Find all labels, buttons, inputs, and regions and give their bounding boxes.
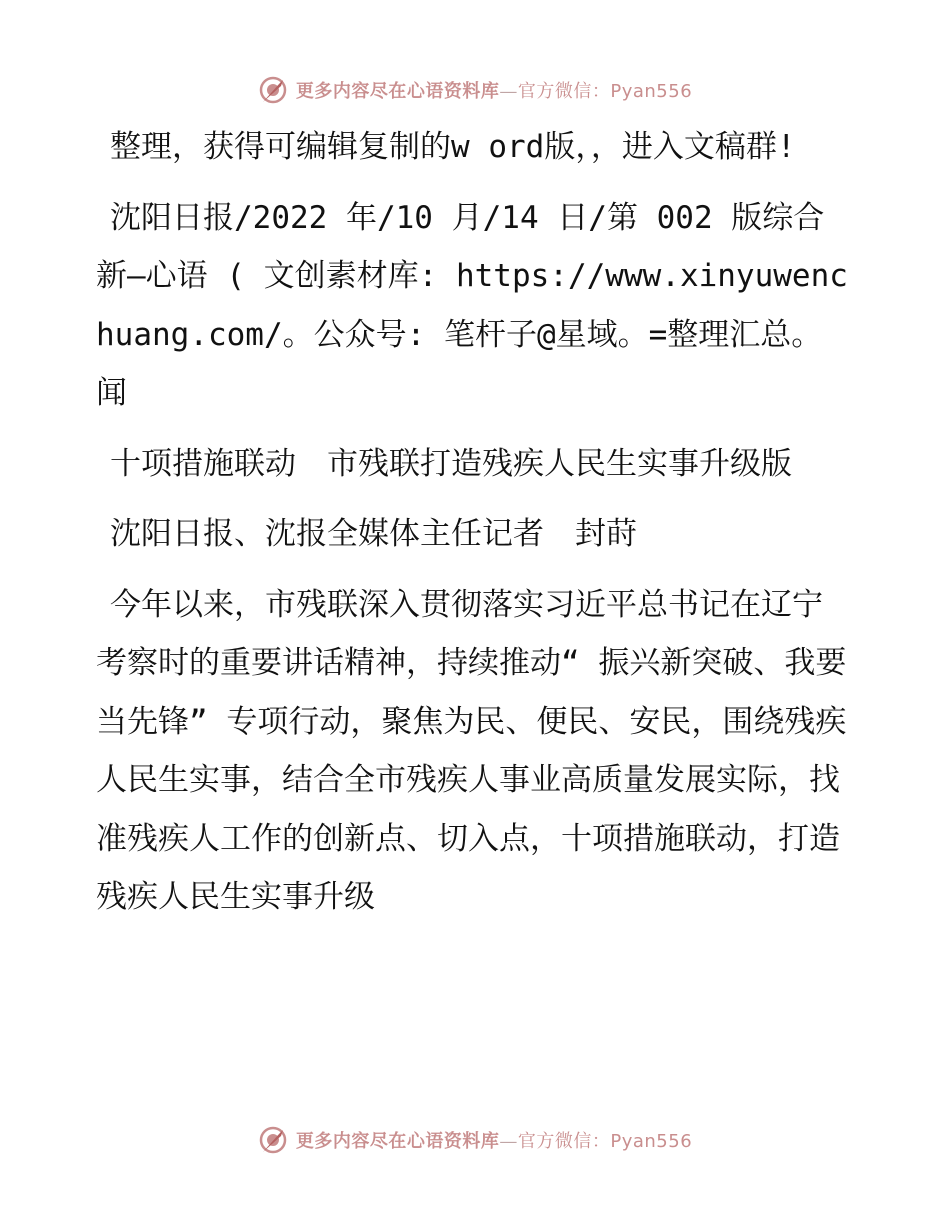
header-banner-text [296, 77, 692, 103]
page-header-banner [0, 72, 950, 108]
footer-banner-official: 官方微信： [517, 1131, 611, 1152]
header-banner-official: 官方微信： [517, 81, 611, 102]
header-banner-separator: — [499, 81, 518, 102]
header-wechat-id: Pyan556 [610, 81, 693, 102]
document-body [96, 118, 852, 927]
page-footer-banner [0, 1122, 950, 1158]
pen-logo-icon [258, 75, 288, 105]
footer-banner-separator: — [499, 1131, 518, 1152]
article-body-paragraph: 今年以来，市残联深入贯彻落实习近平总书记在辽宁考察时的重要讲话精神，持续推动“ 振兴新突破、我要当先锋” 专项行动，聚焦为民、便民、安民，围绕残疾人民生实事，结合全市残疾人事业高质量发展实际，找准残疾人工作的创新点、切入点，十项措施联动，打造残疾人民生实事升级 [96, 586, 847, 915]
footer-wechat-id: Pyan556 [610, 1131, 693, 1152]
pen-logo-icon [258, 1125, 288, 1155]
footer-banner-text [296, 1127, 692, 1153]
header-banner-main: 更多内容尽在心语资料库 [295, 81, 500, 102]
article-title: 十项措施联动 市残联打造残疾人民生实事升级版 [110, 445, 792, 482]
paragraph-intro: 整理，获得可编辑复制的w ord版，，进入文稿群! [110, 129, 796, 165]
article-byline: 沈阳日报、沈报全媒体主任记者 封莳 [110, 516, 637, 552]
footer-banner-main: 更多内容尽在心语资料库 [295, 1131, 500, 1152]
paragraph-source: 沈阳日报/2022 年/10 月/14 日/第 002 版综合新—心语 ( 文创素材库: https://www.xinyuwenchuang.com/。公众号: 笔杆子@星域。=整理汇总。闻 [96, 199, 848, 411]
